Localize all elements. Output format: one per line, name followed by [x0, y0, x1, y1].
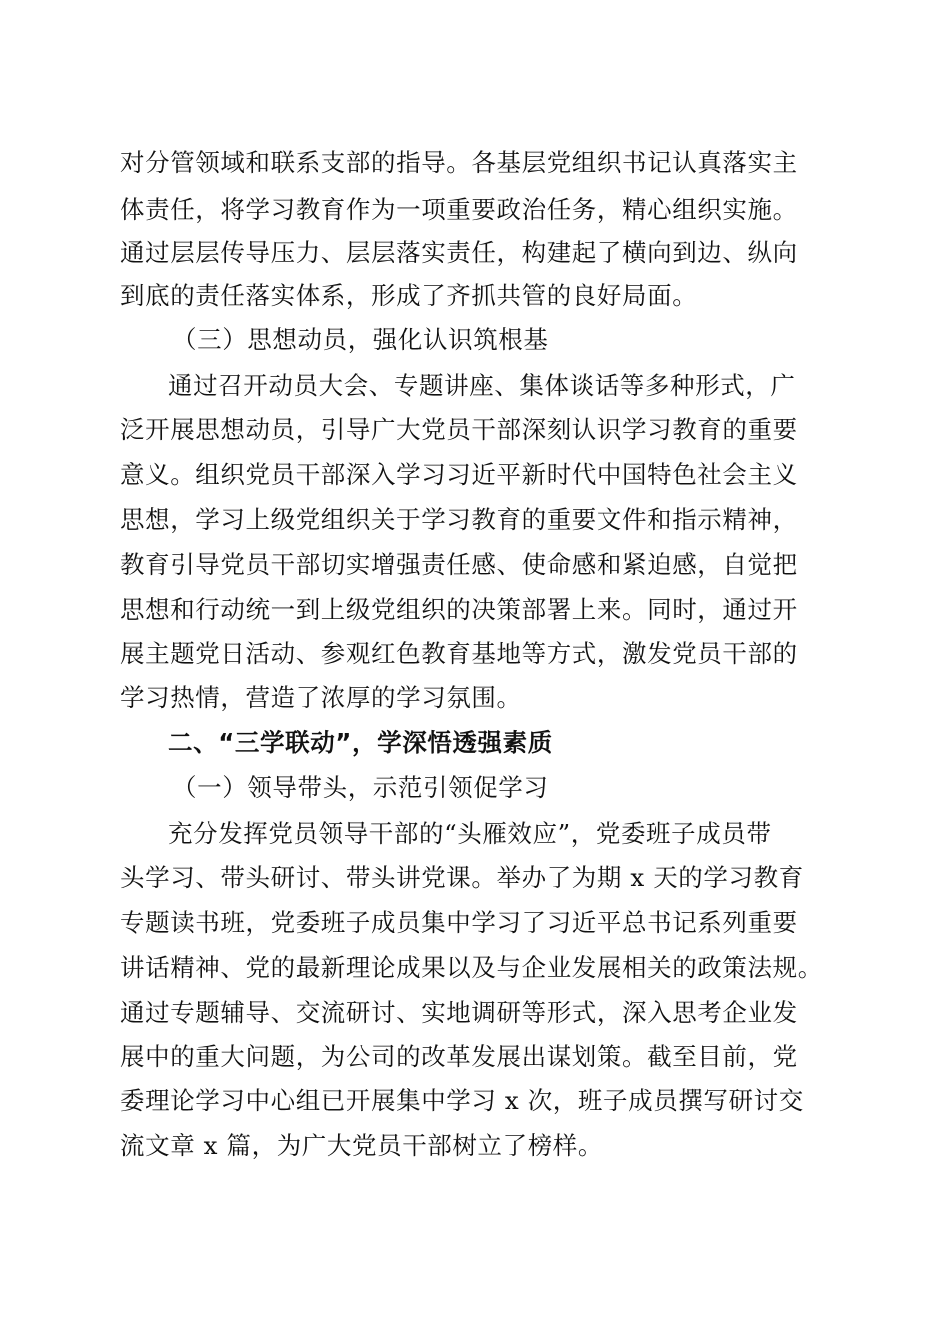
paragraph-line: 思想和行动统一到上级党组织的决策部署上来。同时，通过开 — [120, 595, 798, 624]
paragraph-line: 讲话精神、党的最新理论成果以及与企业发展相关的政策法规。 — [120, 953, 823, 982]
paragraph-line: 充分发挥党员领导干部的“头雁效应”，党委班子成员带 — [168, 819, 772, 848]
paragraph-line: 展中的重大问题，为公司的改革发展出谋划策。截至目前，党 — [120, 1042, 798, 1071]
paragraph-line: 思想，学习上级党组织关于学习教育的重要文件和指示精神， — [120, 505, 798, 534]
paragraph-line: 到底的责任落实体系，形成了齐抓共管的良好局面。 — [120, 281, 698, 310]
section-heading-2: 二、“三学联动”，学深悟透强素质 — [168, 728, 553, 757]
paragraph-line: 对分管领域和联系支部的指导。各基层党组织书记认真落实主 — [120, 148, 798, 177]
paragraph-line: 体责任，将学习教育作为一项重要政治任务，精心组织实施。 — [120, 195, 798, 224]
paragraph-line: 头学习、带头研讨、带头讲党课。举办了为期 x 天的学习教育 — [120, 863, 804, 892]
section-heading-3: （三）思想动员，强化认识筑根基 — [172, 325, 549, 354]
paragraph-line: 意义。组织党员干部深入学习习近平新时代中国特色社会主义 — [120, 460, 798, 489]
paragraph-line: 教育引导党员干部切实增强责任感、使命感和紧迫感，自觉把 — [120, 550, 798, 579]
paragraph-line: 委理论学习中心组已开展集中学习 x 次，班子成员撰写研讨交 — [120, 1086, 804, 1115]
paragraph-line: 通过专题辅导、交流研讨、实地调研等形式，深入思考企业发 — [120, 998, 798, 1027]
paragraph-line: 通过召开动员大会、专题讲座、集体谈话等多种形式，广 — [168, 371, 796, 400]
paragraph-line: 展主题党日活动、参观红色教育基地等方式，激发党员干部的 — [120, 639, 798, 668]
paragraph-line: 流文章 x 篇，为广大党员干部树立了榜样。 — [120, 1131, 603, 1160]
paragraph-line: 专题读书班，党委班子成员集中学习了习近平总书记系列重要 — [120, 908, 798, 937]
paragraph-line: 学习热情，营造了浓厚的学习氛围。 — [120, 683, 522, 712]
paragraph-line: 通过层层传导压力、层层落实责任，构建起了横向到边、纵向 — [120, 238, 798, 267]
section-heading-1: （一）领导带头，示范引领促学习 — [172, 773, 549, 802]
paragraph-line: 泛开展思想动员，引导广大党员干部深刻认识学习教育的重要 — [120, 415, 798, 444]
